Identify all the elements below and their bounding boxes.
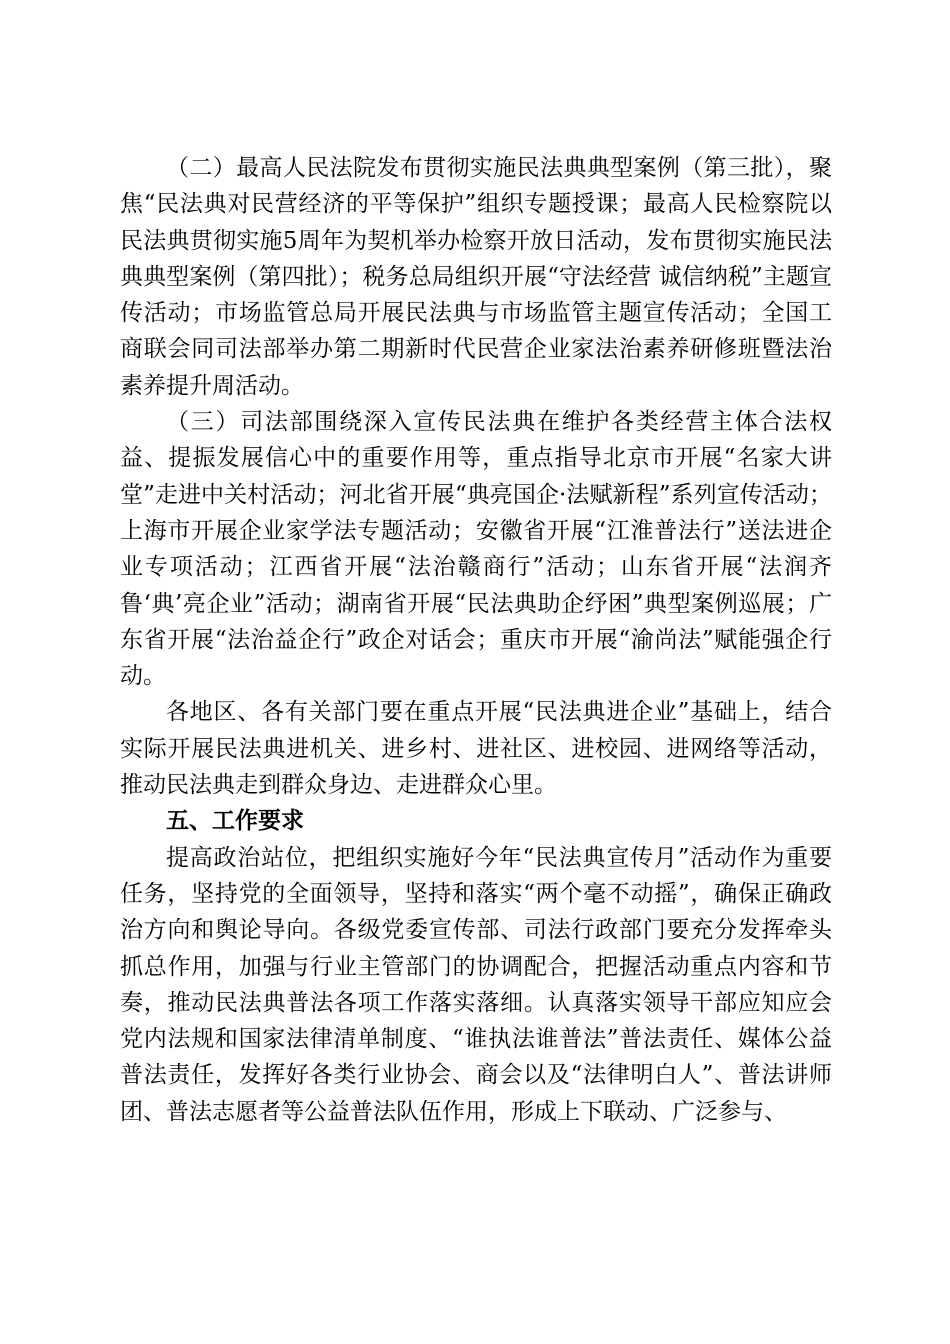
paragraph-judicial-procuratorial: （二）最高人民法院发布贯彻实施民法典典型案例（第三批），聚焦“民法典对民营经济的平等保护”组织专题授课；最高人民检察院以民法典贯彻实施5周年为契机举办检察开放日活动，发布贯彻实施民法典典型案例（第四批）；税务总局组织开展“守法经营 诚信纳税”主题宣传活动；市场监管总局开展民法典与市场监管主题宣传活动；全国工商联会同司法部举办第二期新时代民营企业家法治素养研修班暨法治素养提升周活动。: [120, 155, 832, 399]
section-heading: 五、工作要求: [166, 808, 304, 835]
paragraph-local-activities: 各地区、各有关部门要在重点开展“民法典进企业”基础上，结合实际开展民法典进机关、进乡村、进社区、进校园、进网络等活动，推动民法典走到群众身边、走进群众心里。: [120, 699, 832, 799]
paragraph-ministry-of-justice: （三）司法部围绕深入宣传民法典在维护各类经营主体合法权益、提振发展信心中的重要作用等，重点指导北京市开展“名家大讲堂”走进中关村活动；河北省开展“典亮国企·法赋新程”系列宣传活动；上海市开展企业家学法专题活动；安徽省开展“江淮普法行”送法进企业专项活动；江西省开展“法治赣商行”活动；山东省开展“法润齐鲁‘典’亮企业”活动；湖南省开展“民法典助企纾困”典型案例巡展；广东省开展“法治益企行”政企对话会；重庆市开展“渝尚法”赋能强企行动。: [120, 409, 832, 690]
document-body: [120, 150, 832, 1130]
paragraph-work-requirements: 提高政治站位，把组织实施好今年“民法典宣传月”活动作为重要任务，坚持党的全面领导，坚持和落实“两个毫不动摇”，确保正确政治方向和舆论导向。各级党委宣传部、司法行政部门要充分发挥牵头抓总作用，加强与行业主管部门的协调配合，把握活动重点内容和节奏，推动民法典普法各项工作落实落细。认真落实领导干部应知应会党内法规和国家法律清单制度、“谁执法谁普法”普法责任、媒体公益普法责任，发挥好各类行业协会、商会以及“法律明白人”、普法讲师团、普法志愿者等公益普法队伍作用，形成上下联动、广泛参与、: [120, 844, 832, 1125]
